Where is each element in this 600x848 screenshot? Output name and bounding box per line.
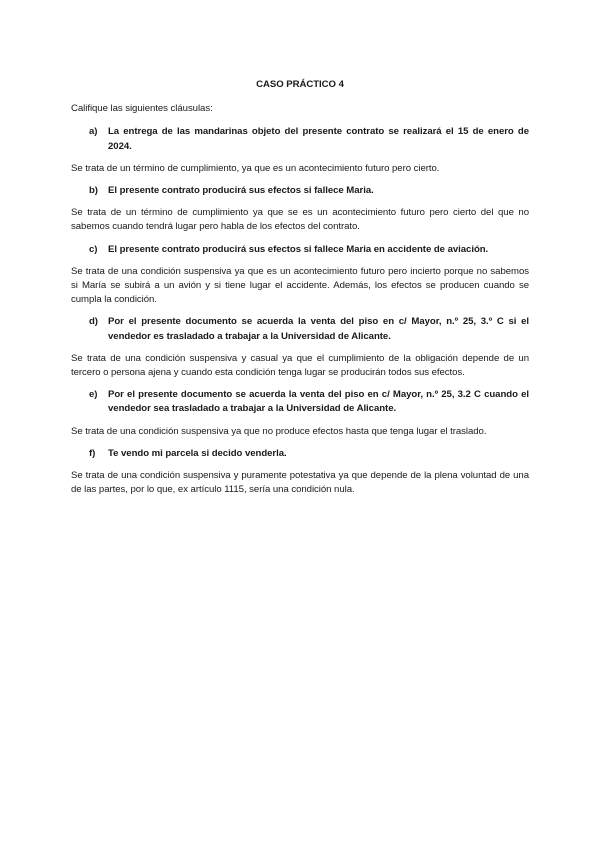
clause-text: Por el presente documento se acuerda la venta del piso en c/ Mayor, n.º 25, 3.2 C cuando el vendedor sea trasladado a trabajar a la Universidad de Alicante. xyxy=(108,389,529,415)
clause-label: d) xyxy=(89,316,98,328)
clause-text: Por el presente documento se acuerda la venta del piso en c/ Mayor, n.º 25, 3.º C si el vendedor es trasladado a trabajar a la Universidad de Alicante. xyxy=(108,316,529,342)
answer-c: Se trata de una condición suspensiva ya que es un acontecimiento futuro pero incierto porque no sabemos si María se subirá a un avión y si tiene lugar el accidente. Además, los efectos se producen cuando se cumpla la condición. xyxy=(71,265,529,306)
clause-text: El presente contrato producirá sus efectos si fallece Maria. xyxy=(108,185,374,197)
clause-a xyxy=(71,125,529,153)
clause-label: c) xyxy=(89,243,98,255)
clause-b xyxy=(71,184,529,198)
answer-b: Se trata de un término de cumplimiento ya que se es un acontecimiento futuro pero cierto del que no sabemos cuando tendrá lugar pero habla de los efectos del contrato. xyxy=(71,207,529,233)
answer-d: Se trata de una condición suspensiva y casual ya que el cumplimiento de la obligación depende de un tercero o persona ajena y cuando esta condición tenga lugar se producirán todos sus efectos. xyxy=(71,352,529,379)
intro-text: Califique las siguientes cláusulas: xyxy=(71,103,213,115)
answer-e: Se trata de una condición suspensiva ya que no produce efectos hasta que tenga lugar el traslado. xyxy=(71,425,487,437)
clause-label: f) xyxy=(89,447,96,459)
clause-label: b) xyxy=(89,185,98,197)
document-page xyxy=(71,78,529,505)
document-title: CASO PRÁCTICO 4 xyxy=(256,79,344,90)
answer-f: Se trata de una condición suspensiva y puramente potestativa ya que depende de la plena voluntad de una de las partes, por lo que, ex artículo 1115, sería una condición nula. xyxy=(71,470,529,496)
answer-a: Se trata de un término de cumplimiento, ya que es un acontecimiento futuro pero cierto. xyxy=(71,162,440,174)
clause-c xyxy=(71,243,529,257)
clause-f xyxy=(71,447,529,461)
clause-e xyxy=(71,388,529,416)
clause-label: a) xyxy=(89,126,98,138)
clause-label: e) xyxy=(89,389,98,401)
clause-d xyxy=(71,315,529,343)
clause-text: Te vendo mi parcela si decido venderla. xyxy=(108,447,287,459)
clause-text: La entrega de las mandarinas objeto del presente contrato se realizará el 15 de enero de 2024. xyxy=(108,126,529,152)
clause-text: El presente contrato producirá sus efectos si fallece Maria en accidente de aviación. xyxy=(108,243,489,255)
